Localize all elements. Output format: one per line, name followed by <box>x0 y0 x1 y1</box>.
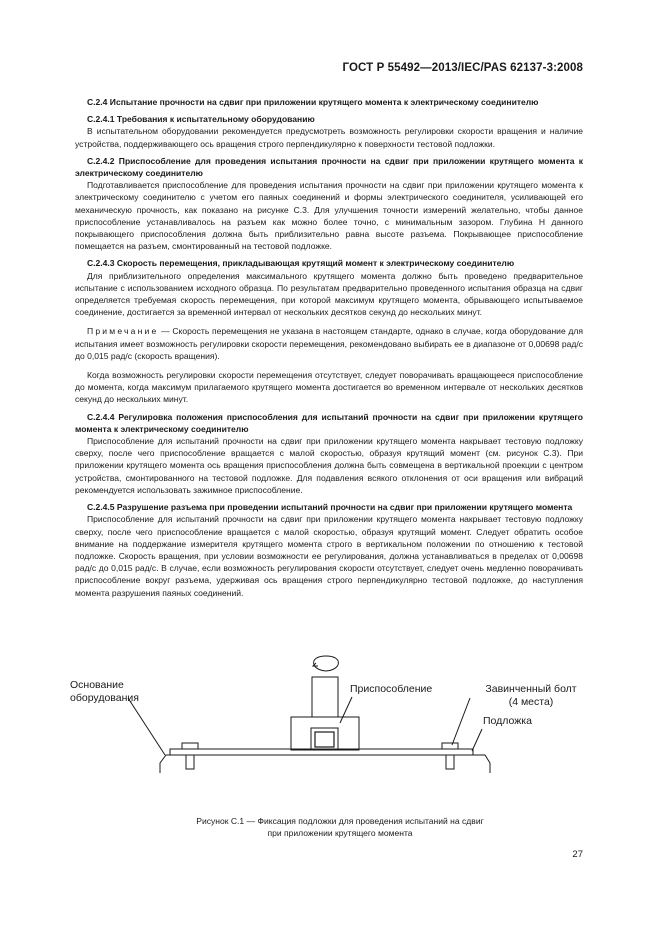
paragraph-c244: Приспособление для испытаний прочности на сдвиг при приложении крутящего момента накрывает тестовую подложку сверху, после чего приспособление вращается с малой скоростью, образуя крутящий момент (см. рисунок С.3). При приложении крутящего момента ось вращения приспособления должна быть совмещена в вертикальной проекции с центром устройства, смонтированного на тестовой подложке. Для подавления всякого отклонения от оси вращения или вибраций рекомендуется использовать зажимное приспособление. <box>75 436 583 495</box>
bolt-head-right <box>442 743 458 749</box>
standard-header: ГОСТ Р 55492—2013/IEC/PAS 62137-3:2008 <box>342 62 583 74</box>
section-heading-c245: С.2.4.5 Разрушение разъема при проведении испытаний прочности на сдвиг при приложении крутящего момента <box>87 502 573 513</box>
connector-inner <box>315 732 334 747</box>
rotation-arrow-icon <box>314 656 339 665</box>
label-bolt: Завинченный болт (4 места) <box>485 683 577 708</box>
leader-bolt <box>452 698 470 745</box>
label-substrate: Подложка <box>483 715 532 727</box>
figure-drawing <box>0 645 661 775</box>
section-heading-c242: С.2.4.2 Приспособление для проведения испытания прочности на сдвиг при приложении крутящего момента к электрическому соединителю <box>75 155 583 179</box>
paragraph-c243b: Когда возможность регулировки скорости перемещения отсутствует, следует поворачивать вращающееся приспособление до момента, когда максимум прилагаемого крутящего момента достигается во временном интервале от нескольких десятков секунд до нескольких минут. <box>75 370 583 405</box>
bolt-head-left <box>182 743 198 749</box>
fixture-top-block <box>312 677 338 717</box>
paragraph-c241: В испытательном оборудовании рекомендуется предусмотреть возможность регулировки скорости вращения и наличие устройства, поддерживающего ось вращения строго перпендикулярно к поверхности тестовой подложки. <box>75 126 583 149</box>
note-paragraph <box>75 325 583 362</box>
page-number: 27 <box>572 849 583 860</box>
bolt-shank-right <box>446 755 454 769</box>
paragraph-c242: Подготавливается приспособление для проведения испытания прочности на сдвиг при приложении крутящего момента к электрическому соединителю с учетом его паяных соединений и формы электрического соединителя, усиливающей его механическую прочность, как показано на рисунке С.3. Для улучшения точности измерений желательно, чтобы данное приспособление устанавливалось на разъем как можно более точно, с минимальным зазором. Глубина H данного покрывающего приспособления должна быть приблизительно равна высоте разъема. Покрывающее приспособление помещается на разъем, смонтированный на тестовой подложке. <box>75 180 583 252</box>
document-body <box>75 96 583 599</box>
section-heading-c244: С.2.4.4 Регулировка положения приспособления для испытаний прочности на сдвиг при приложении крутящего момента к электрическому соединителю <box>75 411 583 434</box>
leader-fixture <box>340 697 352 723</box>
equipment-base <box>160 755 490 773</box>
label-fixture: Приспособление <box>350 683 433 695</box>
paragraph-c243: Для приблизительного определения максимального крутящего момента должно быть проведено предварительное испытание с использованием исходного образца. По результатам предварительно проведенного испытания образца на сдвиг определяется требуемая скорость перемещения, при которой максимум крутящего момента, обрывающего испытываемое соединение, достигается за временной интервал от нескольких десятков секунд до нескольких минут. <box>75 270 583 318</box>
note-label: Примечание <box>87 326 159 337</box>
figure-caption: Рисунок С.1 — Фиксация подложки для проведения испытаний на сдвиг при приложении крутящего момента <box>196 816 484 838</box>
leader-base <box>128 698 165 755</box>
fixture-body <box>291 717 359 750</box>
figure-c1 <box>0 645 661 775</box>
paragraph-c245: Приспособление для испытаний прочности на сдвиг при приложении крутящего момента накрывает тестовую подложку сверху, после чего приспособление вращается с малой скоростью, образуя крутящий момент. Следует обратить особое внимание на поддержание измерителя крутящего момента строго в вертикальном положении по отношению к тестовой подложке. Скорость вращения, при условии возможности ее регулирования, должна устанавливаться в пределах от 0,00698 рад/с до 0,015 рад/с. В случае, если возможность регулирования скорости отсутствует, следует очень медленно поворачивать приспособление вокруг разъема, удерживая ось вращения строго перпендикулярно тестовой подложке, до наступления момента разрушения паяных соединений. <box>75 514 583 598</box>
section-heading-c243: С.2.4.3 Скорость перемещения, прикладывающая крутящий момент к электрическому соединителю <box>87 258 515 269</box>
section-heading-c24: С.2.4 Испытание прочности на сдвиг при приложении крутящего момента к электрическому соединителю <box>87 97 539 107</box>
note-text: — Скорость перемещения не указана в настоящем стандарте, однако в случае, когда оборудование для испытания имеет возможность регулировки скорости перемещения, рекомендовано выбирать ее в диапазоне от 0,00698 рад/с до 0,015 рад/с (скорость вращения). <box>75 326 583 361</box>
section-heading-c241: С.2.4.1 Требования к испытательному оборудованию <box>87 114 315 125</box>
bolt-shank-left <box>186 755 194 769</box>
label-equipment-base: Основание оборудования <box>70 679 139 704</box>
leader-substrate <box>472 729 482 751</box>
